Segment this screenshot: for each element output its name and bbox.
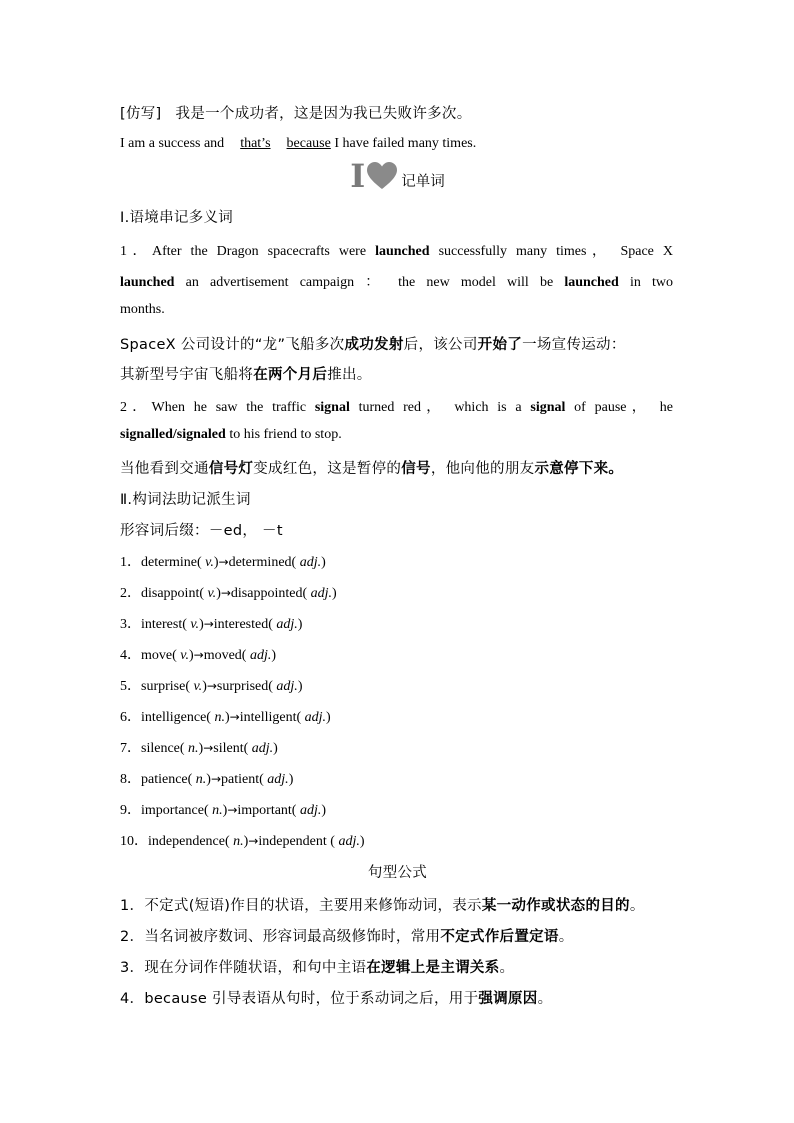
derivation-item: 1．determine( v.)→determined( adj.) [120, 555, 326, 570]
section-3-title: 句型公式 [367, 865, 428, 881]
section-1-item-2-line-1: 2．When he saw the traffic signal turned red， which is a signal of pause， he [120, 400, 673, 415]
arrow-icon: → [203, 741, 214, 755]
imitation-label: [仿写] [120, 106, 162, 122]
derivation-item: 9．importance( n.)→important( adj.) [120, 803, 327, 818]
suffix-values: －ed， －t [208, 523, 283, 539]
vocab-heading [120, 157, 675, 195]
section-1-item-1-line-2: launched an advertisement campaign ： the new model will be launched in two [120, 275, 674, 290]
derivation-item: 6．intelligence( n.)→intelligent( adj.) [120, 710, 331, 725]
derivation-item: 3．interest( v.)→interested( adj.) [120, 617, 303, 632]
arrow-icon: → [227, 803, 238, 817]
imitation-line [120, 102, 472, 123]
derivation-item: 7．silence( n.)→silent( adj.) [120, 741, 278, 756]
derivation-item: 2．disappoint( v.)→disappointed( adj.) [120, 586, 337, 601]
arrow-icon: → [220, 586, 231, 600]
arrow-icon: → [229, 710, 240, 724]
arrow-icon: → [193, 648, 204, 662]
section-1-title: Ⅰ.语境串记多义词 [120, 210, 234, 226]
arrow-icon: → [248, 834, 259, 848]
section-1-item-1-line-3: months. [120, 302, 165, 317]
arrow-icon: → [210, 772, 222, 786]
section-1-item-1-translation-2: 其新型号宇宙飞船将在两个月后推出。 [120, 367, 372, 383]
section-2-title: Ⅱ.构词法助记派生词 [120, 492, 251, 508]
section-1-item-1-line-1: 1．After the Dragon spacecrafts were launched successfully many times， Space X [120, 244, 674, 259]
derivation-item: 10．independence( n.)→independent ( adj.) [120, 834, 365, 849]
arrow-icon: → [218, 555, 229, 569]
vocab-heading-label: 记单词 [401, 173, 445, 190]
sentence-pattern-item: 2．当名词被序数词、形容词最高级修饰时，常用不定式作后置定语。 [120, 929, 574, 945]
sentence-pattern-item: 4．because 引导表语从句时，位于系动词之后，用于强调原因。 [120, 991, 553, 1007]
derivation-item: 8．patience( n.)→patient( adj.) [120, 772, 294, 787]
imitation-chinese: 我是一个成功者，这是因为我已失败许多次。 [175, 106, 472, 122]
arrow-icon: → [203, 617, 214, 631]
blank-answer-2: because [286, 136, 331, 151]
derivation-item: 4．move( v.)→moved( adj.) [120, 648, 277, 663]
section-1-item-2-line-2: signalled/signaled to his friend to stop. [120, 427, 342, 442]
suffix-line [120, 519, 283, 540]
sentence-pattern-item: 1．不定式(短语)作目的状语，主要用来修饰动词，表示某一动作或状态的目的。 [120, 898, 645, 914]
section-1-item-2-translation: 当他看到交通信号灯变成红色，这是暂停的信号，他向他的朋友示意停下来。 [120, 461, 624, 477]
section-1-item-1-translation-1: SpaceX 公司设计的“龙”飞船多次成功发射后，该公司开始了一场宣传运动： [120, 337, 626, 353]
sentence-pattern-item: 3．现在分词作伴随状语，和句中主语在逻辑上是主谓关系。 [120, 960, 515, 976]
logo-letter: I [350, 157, 366, 195]
arrow-icon: → [206, 679, 217, 693]
heart-icon [367, 162, 397, 190]
blank-answer-1: that’s [240, 136, 271, 151]
derivation-item: 5．surprise( v.)→surprised( adj.) [120, 679, 303, 694]
suffix-label: 形容词后缀： [120, 523, 209, 539]
imitation-english: I am a success and that’s because I have failed many times. [120, 136, 477, 151]
